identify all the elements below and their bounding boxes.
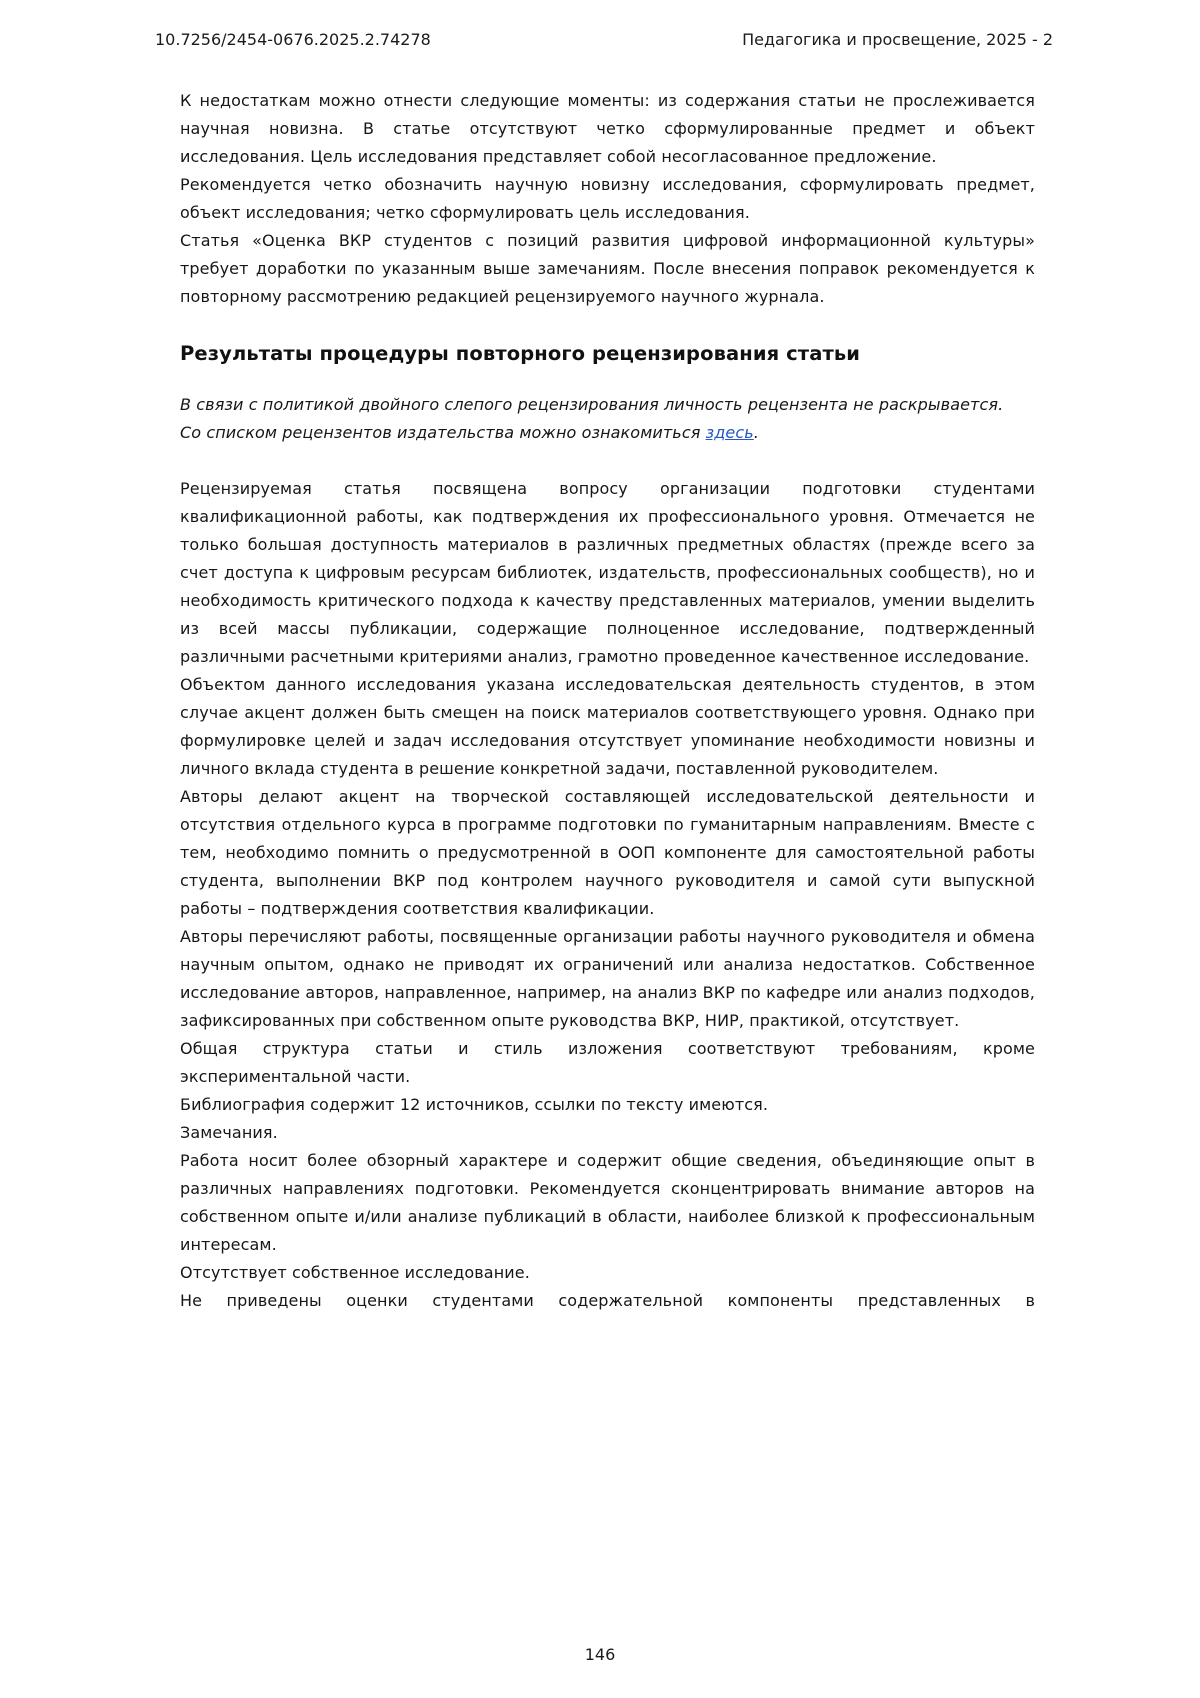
- paragraph: Рецензируемая статья посвящена вопросу организации подготовки студентами квалификационной работы, как подтверждения их профессионального уровня. Отмечается не только большая доступность материалов в различных предметных областях (прежде всего за счет доступа к цифровым ресурсам библиотек, издательств, профессиональных сообществ), но и необходимость критического подхода к качеству представленных материалов, умении выделить из всей массы публикации, содержащие полноценное исследование, подтвержденный различными расчетными критериями анализ, грамотно проведенное качественное исследование.: [180, 479, 1035, 666]
- section-title: Результаты процедуры повторного рецензирования статьи: [180, 342, 861, 365]
- page-footer: [0, 1645, 1200, 1698]
- paragraph: К недостаткам можно отнести следующие моменты: из содержания статьи не прослеживается научная новизна. В статье отсутствуют четко сформулированные предмет и объект исследования. Цель исследования представляет собой несогласованное предложение.: [180, 91, 1035, 166]
- paragraph: Библиография содержит 12 источников, ссылки по тексту имеются.: [180, 1095, 769, 1114]
- paragraph-truncated: Не приведены оценки студентами содержательной компоненты представленных в: [180, 1291, 1035, 1310]
- journal-issue-title: Педагогика и просвещение, 2025 - 2: [742, 30, 1053, 49]
- double-blind-policy-note: В связи с политикой двойного слепого рецензирования личность рецензента не раскрывается.: [180, 395, 1004, 414]
- reviewer-list-note-text: Со списком рецензентов издательства можно ознакомиться: [180, 423, 706, 442]
- page-header: [0, 0, 1200, 49]
- paragraph: Объектом данного исследования указана исследовательская деятельность студентов, в этом случае акцент должен быть смещен на поиск материалов соответствующего уровня. Однако при формулировке целей и задач исследования отсутствует упоминание необходимости новизны и личного вклада студента в решение конкретной задачи, поставленной руководителем.: [180, 675, 1035, 778]
- reviewer-list-note: [180, 419, 1035, 447]
- reviewer-list-note-period: .: [753, 423, 759, 442]
- paragraph: Рекомендуется четко обозначить научную новизну исследования, сформулировать предмет, объект исследования; четко сформулировать цель исследования.: [180, 175, 1035, 222]
- paragraph: Замечания.: [180, 1123, 278, 1142]
- paragraph: Статья «Оценка ВКР студентов с позиций развития цифровой информационной культуры» требует доработки по указанным выше замечаниям. После внесения поправок рекомендуется к повторному рассмотрению редакцией рецензируемого научного журнала.: [180, 231, 1035, 306]
- page-number: 146: [584, 1645, 616, 1664]
- reviewers-list-link[interactable]: здесь: [705, 423, 754, 442]
- page-content: [180, 87, 1035, 1315]
- paragraph: Отсутствует собственное исследование.: [180, 1263, 530, 1282]
- doi-text: 10.7256/2454-0676.2025.2.74278: [155, 30, 431, 49]
- paragraph: Общая структура статьи и стиль изложения соответствуют требованиям, кроме экспериментальной части.: [180, 1039, 1035, 1086]
- paragraph: Авторы делают акцент на творческой составляющей исследовательской деятельности и отсутствия отдельного курса в программе подготовки по гуманитарным направлениям. Вместе с тем, необходимо помнить о предусмотренной в ООП компоненте для самостоятельной работы студента, выполнении ВКР под контролем научного руководителя и самой сути выпускной работы – подтверждения соответствия квалификации.: [180, 787, 1035, 918]
- paragraph: Работа носит более обзорный характере и содержит общие сведения, объединяющие опыт в различных направлениях подготовки. Рекомендуется сконцентрировать внимание авторов на собственном опыте и/или анализе публикаций в области, наиболее близкой к профессиональным интересам.: [180, 1151, 1035, 1254]
- paragraph: Авторы перечисляют работы, посвященные организации работы научного руководителя и обмена научным опытом, однако не приводят их ограничений или анализа недостатков. Собственное исследование авторов, направленное, например, на анализ ВКР по кафедре или анализ подходов, зафиксированных при собственном опыте руководства ВКР, НИР, практикой, отсутствует.: [180, 927, 1035, 1030]
